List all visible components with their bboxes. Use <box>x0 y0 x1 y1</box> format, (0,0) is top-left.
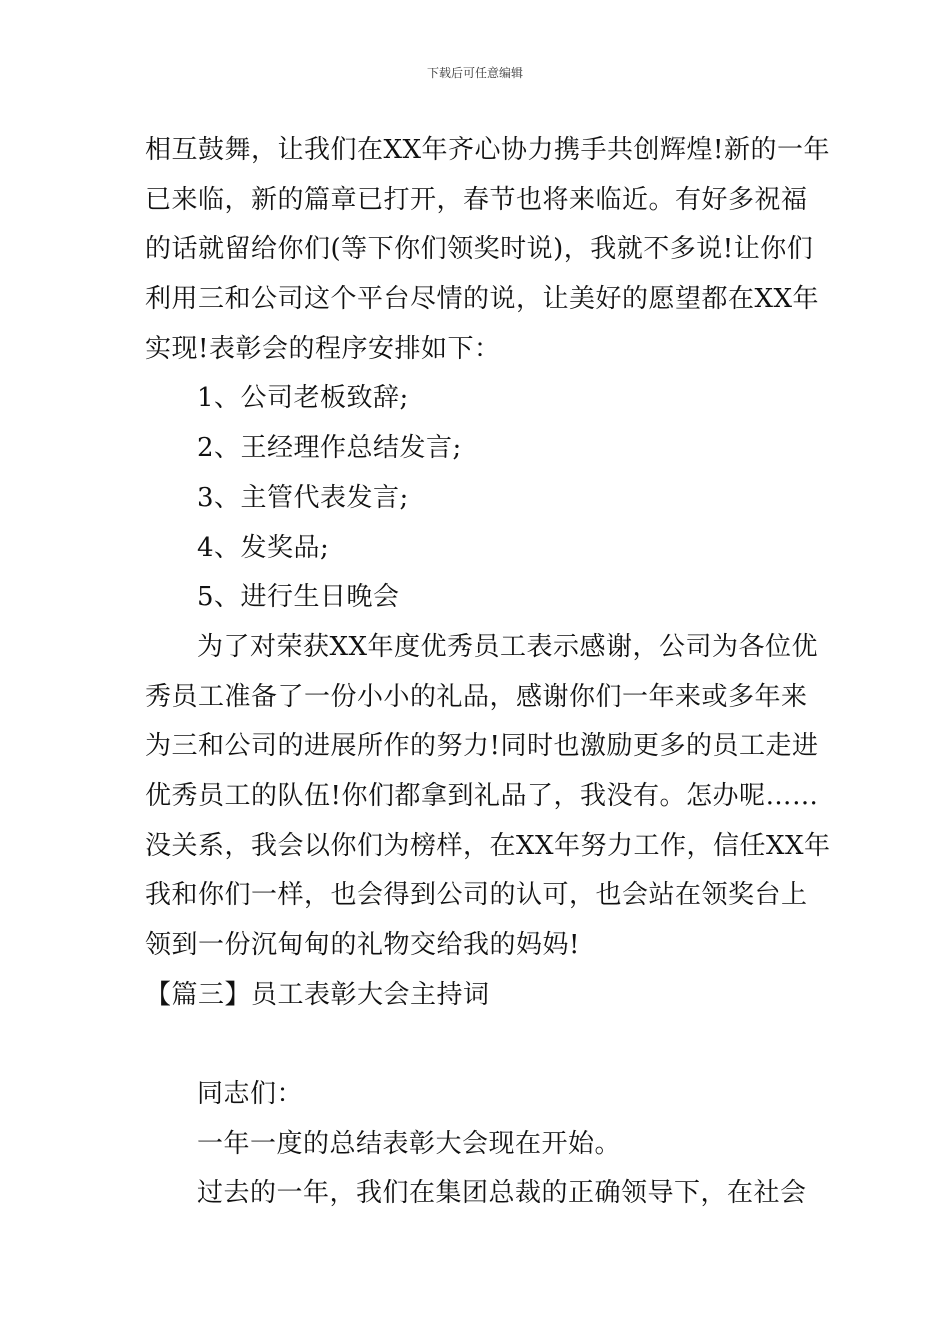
text-line: 相互鼓舞，让我们在XX年齐心协力携手共创辉煌!新的一年 <box>145 135 830 165</box>
agenda-item: 3、主管代表发言; <box>197 482 409 513</box>
text-line: 过去的一年，我们在集团总裁的正确领导下，在社会 <box>197 1178 807 1209</box>
text-line: 的话就留给你们(等下你们领奖时说)，我就不多说!让你们 <box>145 234 814 265</box>
text-line: 为了对荣获XX年度优秀员工表示感谢，公司为各位优 <box>197 631 819 662</box>
text-line: 一年一度的总结表彰大会现在开始。 <box>197 1128 622 1159</box>
agenda-item: 2、王经理作总结发言; <box>197 433 462 464</box>
text-line: 利用三和公司这个平台尽情的说，让美好的愿望都在XX年 <box>145 284 820 315</box>
text-line: 没关系，我会以你们为榜样，在XX年努力工作，信任XX年 <box>145 830 831 861</box>
salutation: 同志们： <box>197 1079 304 1110</box>
text-line: 优秀员工的队伍!你们都拿到礼品了，我没有。怎办呢…… <box>145 780 819 811</box>
agenda-item: 1、公司老板致辞; <box>197 383 409 414</box>
section-heading: 【篇三】员工表彰大会主持词 <box>145 979 490 1010</box>
text-line: 秀员工准备了一份小小的礼品，感谢你们一年来或多年来 <box>145 681 808 712</box>
text-line: 实现!表彰会的程序安排如下： <box>145 333 501 364</box>
text-line: 已来临，新的篇章已打开，春节也将来临近。有好多祝福 <box>145 184 808 215</box>
document-body <box>145 126 831 1219</box>
agenda-item: 5、进行生日晚会 <box>197 582 400 613</box>
page-header: 下载后可任意编辑 <box>426 66 523 80</box>
text-line: 领到一份沉甸甸的礼物交给我的妈妈! <box>145 930 580 960</box>
blank-line <box>145 1020 810 1070</box>
agenda-item: 4、发奖品; <box>197 532 330 563</box>
text-line: 为三和公司的进展所作的努力!同时也激励更多的员工走进 <box>145 731 819 762</box>
text-line: 我和你们一样，也会得到公司的认可，也会站在领奖台上 <box>145 880 808 911</box>
